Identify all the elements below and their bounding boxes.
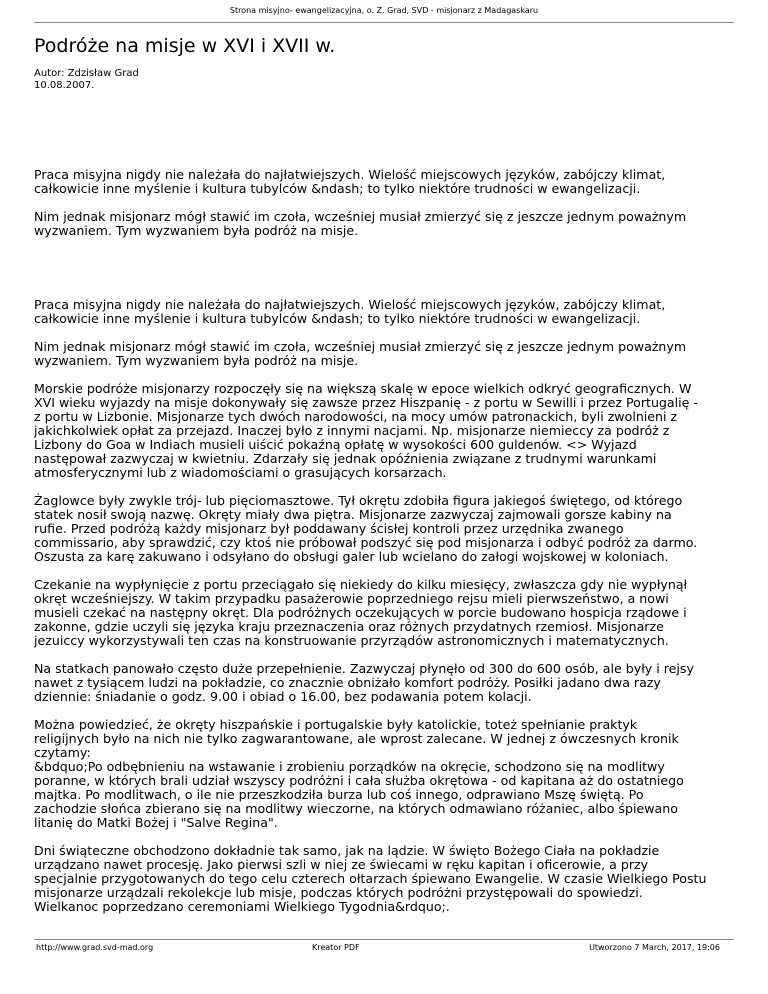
body-paragraph-2: Nim jednak misjonarz mógł stawić im czoła, wcześniej musiał zmierzyć się z jeszcze jednym poważnym wyzwaniem. Tym wyzwaniem była podróż na misje. [34, 339, 687, 368]
author-line: Autor: Zdzisław Grad [34, 68, 139, 79]
article-body [34, 298, 736, 914]
body-paragraph-5: Czekanie na wypłynięcie z portu przeciągało się niekiedy do kilku miesięcy, zwłaszcza gdy nie wypłynął okręt wcześniejszy. W takim przypadku pasażerowie poprzedniego rejsu mieli pierwszeństwo, a nowi musieli czekać na następny okręt. Dla podróżnych oczekujących w porcie budowano hospicja rządowe i zakonne, gdzie uczyli się języka kraju przeznaczenia oraz różnych przydatnych rzemiosł. Misjonarze jezuiccy wykorzystywali ten czas na konstruowanie przyrządów astronomicznych i matematycznych. [34, 577, 688, 648]
body-paragraph-3: Morskie podróże misjonarzy rozpoczęły się na większą skalę w epoce wielkich odkryć geograficznych. W XVI wieku wyjazdy na misje dokonywały się zawsze przez Hiszpanię - z portu w Sewilli i przez Portugalię - z portu w Lizbonie. Misjonarze tych dwóch narodowości, na mocy umów patronackich, byli zwolnieni z jakichkolwiek opłat za przejazd. Inaczej było z innymi nacjami. Np. misjonarze niemieccy za podróż z Lizbony do Goa w Indiach musieli uiścić pokaźną opłatę w wysokości 600 guldenów. <> Wyjazd następował zazwyczaj w kwietniu. Zdarzały się jednak opóźnienia związane z trudnymi warunkami atmosferycznymi lub z wiadomościami o grasujących korsarzach. [34, 381, 698, 480]
footer-created: Utworzono 7 March, 2017, 19:06 [589, 943, 720, 952]
footer-generator: Kreator PDF [312, 943, 360, 952]
body-paragraph-8: Dni świąteczne obchodzono dokładnie tak samo, jak na lądzie. W święto Bożego Ciała na pokładzie urządzano nawet procesję. Jako pierwsi szli w niej ze świecami w ręku kapitan i oficerowie, a przy specjalnie przygotowanych do tego celu czterech ołtarzach śpiewano Ewangelie. W czasie Wielkiego Postu misjonarze urządzali rekolekcje lub misje, podczas których podróżni przystępowali do spowiedzi. Wielkanoc poprzedzano ceremoniami Wielkiego Tygodnia&rdquo;. [34, 843, 707, 914]
footer-url: http://www.grad.svd-mad.org [36, 943, 154, 952]
footer-divider [34, 939, 734, 940]
intro-paragraph-2: Nim jednak misjonarz mógł stawić im czoła, wcześniej musiał zmierzyć się z jeszcze jednym poważnym wyzwaniem. Tym wyzwaniem była podróż na misje. [34, 209, 687, 238]
page-header [0, 6, 768, 15]
body-paragraph-6: Na statkach panowało często duże przepełnienie. Zazwyczaj płynęło od 300 do 600 osób, ale były i rejsy nawet z tysiącem ludzi na pokładzie, co znacznie obniżało komfort podróży. Posiłki jadano dwa razy dziennie: śniadanie o godz. 9.00 i obiad o 16.00, bez podawania potem kolacji. [34, 661, 694, 704]
article-date: 10.08.2007. [34, 80, 95, 91]
header-divider [34, 22, 734, 23]
header-site-text: Strona misyjno- ewangelizacyjna, o. Z. Grad, SVD - misjonarz z Madagaskaru [229, 6, 539, 15]
article-meta [34, 68, 139, 92]
body-paragraph-7: Można powiedzieć, że okręty hiszpańskie i portugalskie były katolickie, toteż spełnianie praktyk religijnych było na nich nie tylko zagwarantowane, ale wprost zalecane. W jednej z ówczesnych kronik czytamy: &bdquo;Po odbębnieniu na wstawanie i zrobieniu porządków na okręcie, schodzono się na modlitwy poranne, w których brali udział wszyscy podróżni i cała służba okrętowa - od kapitana aż do ostatniego majtka. Po modlitwach, o ile nie przeszkodziła burza lub coś innego, odprawiano Mszę świętą. Po zachodzie słońca zbierano się na modlitwy wieczorne, na których odmawiano różaniec, albo śpiewano litanię do Matki Bożej i "Salve Regina". [34, 717, 684, 830]
intro-section [34, 168, 736, 238]
intro-paragraph-1: Praca misyjna nigdy nie należała do najłatwiejszych. Wielość miejscowych języków, zabójczy klimat, całkowicie inne myślenie i kultura tubylców &ndash; to tylko niektóre trudności w ewangelizacji. [34, 167, 666, 196]
body-paragraph-1: Praca misyjna nigdy nie należała do najłatwiejszych. Wielość miejscowych języków, zabójczy klimat, całkowicie inne myślenie i kultura tubylców &ndash; to tylko niektóre trudności w ewangelizacji. [34, 297, 666, 326]
page-title: Podróże na misje w XVI i XVII w. [34, 35, 336, 57]
body-paragraph-4: Żaglowce były zwykle trój- lub pięciomasztowe. Tył okrętu zdobiła figura jakiegoś świętego, od którego statek nosił swoją nazwę. Okręty miały dwa piętra. Misjonarze zazwyczaj zajmowali gorsze kabiny na rufie. Przed podróżą każdy misjonarz był poddawany ścisłej kontroli przez urzędnika zwanego commissario, aby sprawdzić, czy ktoś nie próbował podszyć się pod misjonarza i odbyć podróż za darmo. Oszusta za karę zakuwano i odsyłano do obsługi galer lub wcielano do załogi wojskowej w koloniach. [34, 493, 698, 564]
